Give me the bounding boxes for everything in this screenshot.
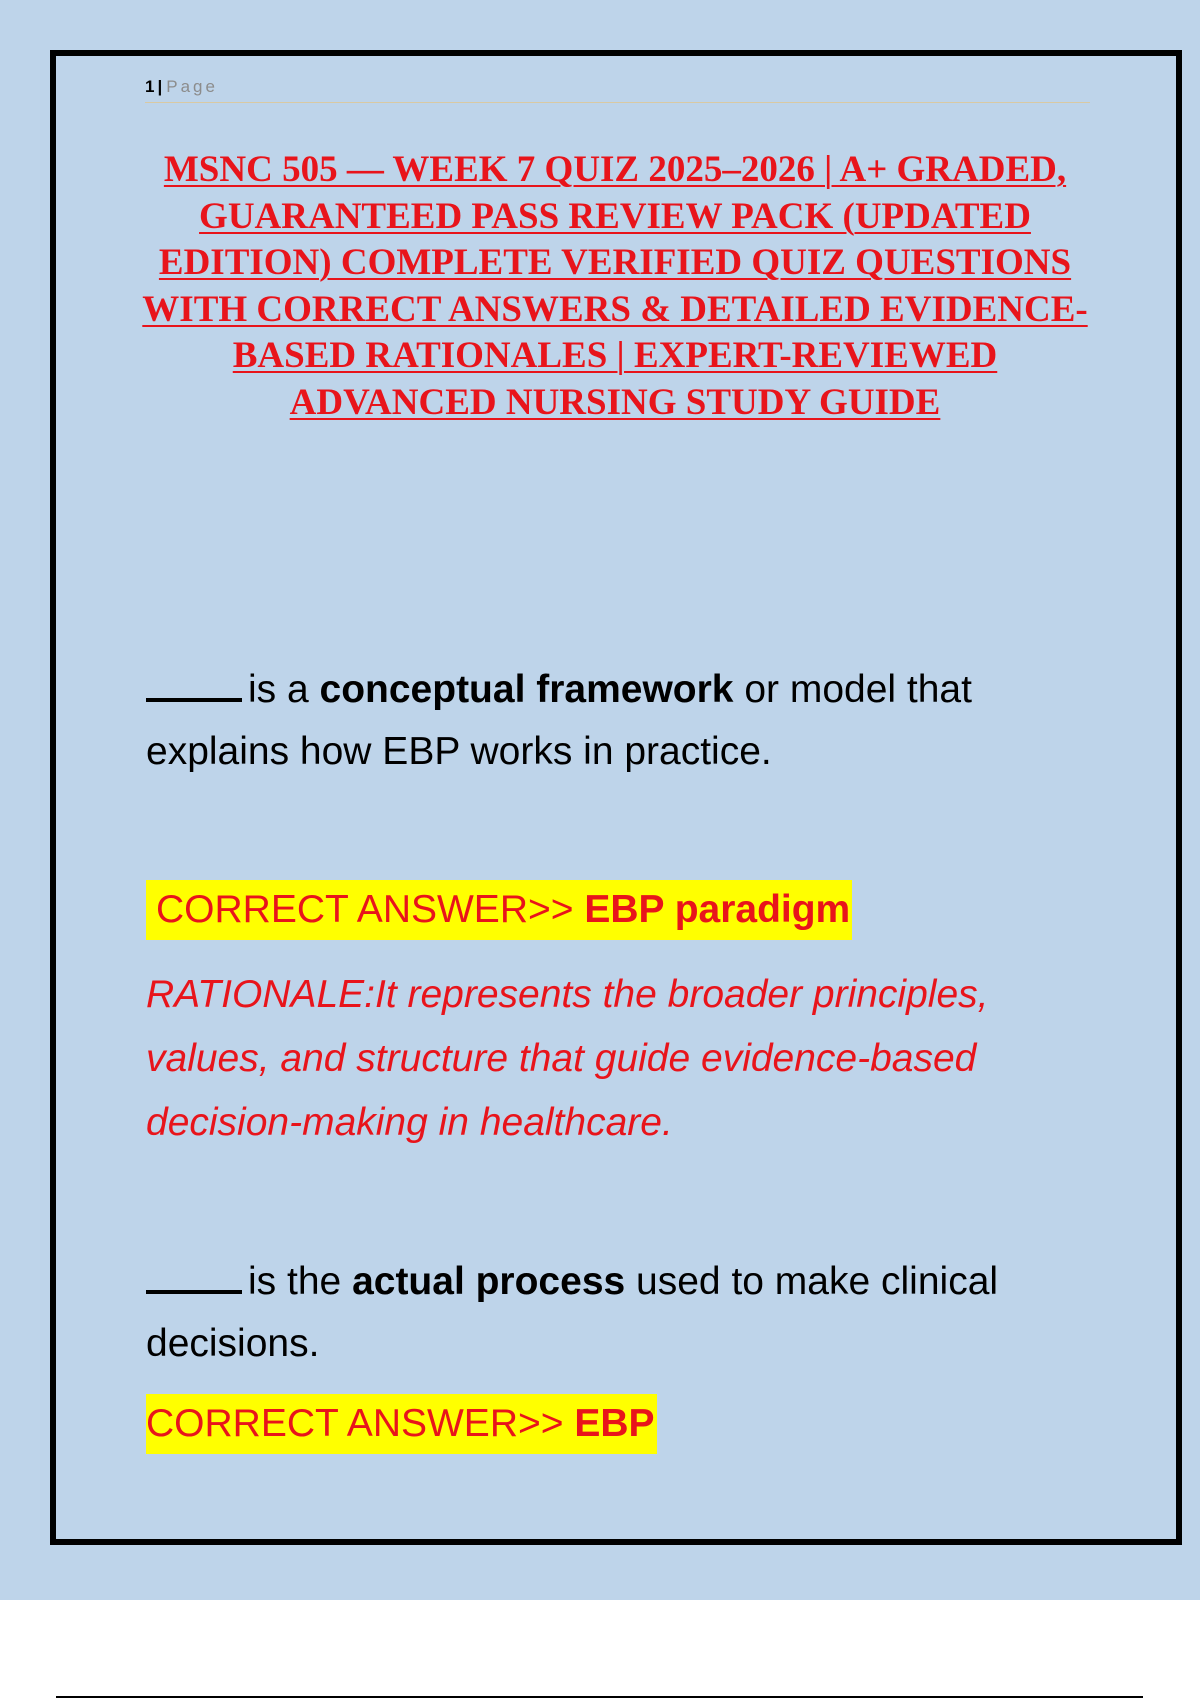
page-separator: | [157, 77, 163, 96]
answer-1-value: EBP paradigm [584, 888, 851, 931]
question-2-text-before: is the [248, 1260, 353, 1303]
question-2 [146, 1251, 1091, 1375]
answer-2-label: CORRECT ANSWER>> [146, 1402, 575, 1445]
question-1-text-after: or model that explains how EBP works in practice. [146, 668, 972, 773]
bottom-rule [56, 1696, 1143, 1698]
question-1-text-before: is a [248, 668, 320, 711]
answer-2 [146, 1394, 657, 1454]
answer-blank [146, 1290, 242, 1294]
answer-1-label: CORRECT ANSWER>> [156, 888, 585, 931]
page-header [145, 72, 1090, 103]
question-1-keyword: conceptual framework [319, 668, 734, 711]
rationale-1: RATIONALE:It represents the broader principles, values, and structure that guide evidence-based decision-making in healthcare. [146, 973, 989, 1144]
page-word: Page [166, 77, 218, 96]
answer-blank [146, 698, 242, 702]
document-title: MSNC 505 — WEEK 7 QUIZ 2025–2026 | A+ GRADED, GUARANTEED PASS REVIEW PACK (UPDATED EDITION) COMPLETE VERIFIED QUIZ QUESTIONS WITH CORRECT ANSWERS & DETAILED EVIDENCE-BASED RATIONALES | EXPERT-REVIEWED ADVANCED NURSING STUDY GUIDE [142, 149, 1088, 423]
answer-1 [146, 880, 852, 940]
question-2-keyword: actual process [352, 1260, 626, 1303]
answer-2-value: EBP [574, 1402, 655, 1445]
page-number: 1 [145, 77, 155, 96]
question-1 [146, 659, 1091, 783]
question-2-text-after: used to make clinical decisions. [146, 1260, 999, 1365]
